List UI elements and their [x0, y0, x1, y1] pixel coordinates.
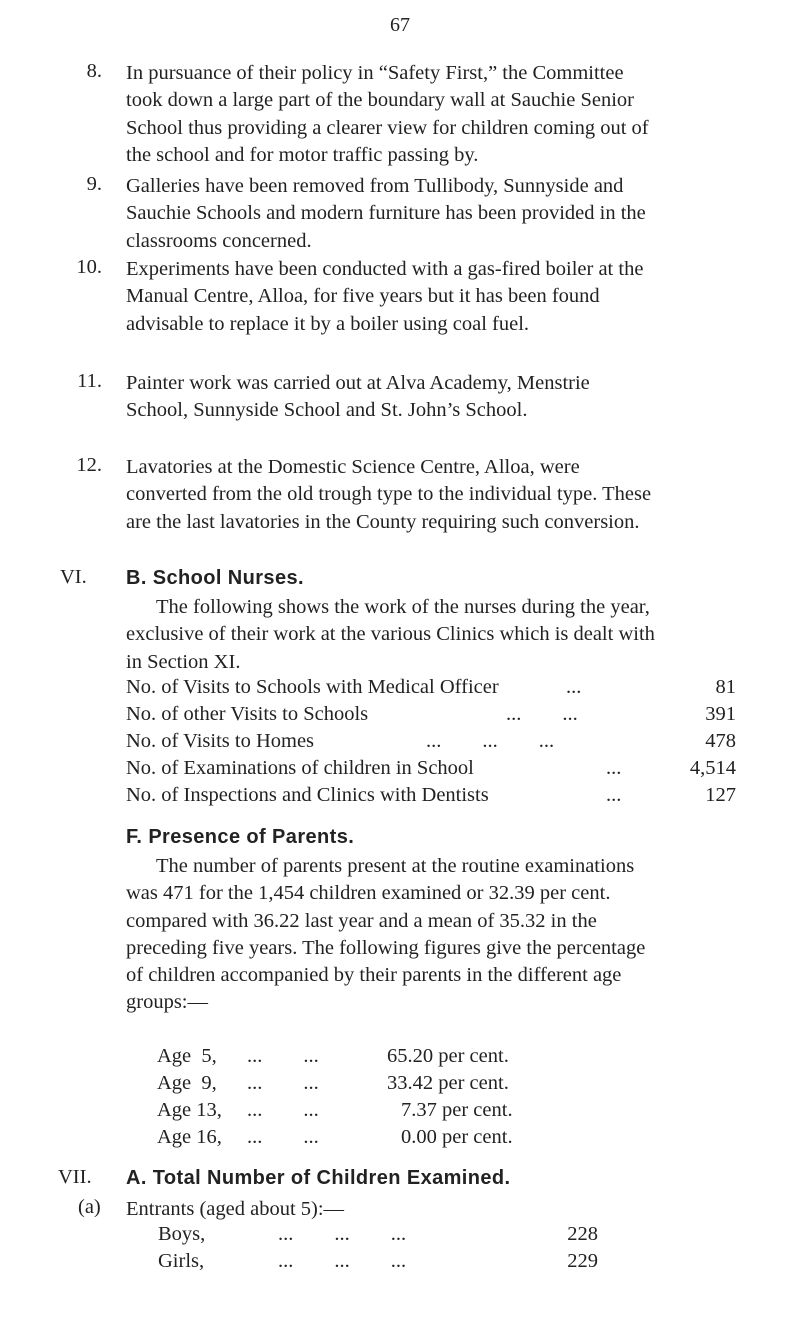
item-number: 9. [86, 173, 102, 195]
stat-value: 391 [705, 703, 736, 725]
stat-value: 81 [715, 676, 736, 698]
stat-value: 478 [705, 730, 736, 752]
leader-dots: ... ... [247, 1072, 319, 1094]
leader-dots: ... ... [247, 1126, 319, 1148]
stat-label: No. of Inspections and Clinics with Dentists [126, 784, 489, 806]
section-heading: F. Presence of Parents. [126, 826, 355, 848]
item-number: 10. [76, 256, 102, 278]
subsection-text: Entrants (aged about 5):— [126, 1198, 345, 1220]
age-value: 7.37 per cent. [401, 1099, 513, 1121]
item-text: In pursuance of their policy in “Safety First,” the Committee took down a large part of the boundary wall at Sauchie Senior School thus providing a clearer view for children coming out of the school and for motor traffic passing by. [126, 62, 649, 166]
age-label: Age 13, [157, 1099, 222, 1121]
age-value: 65.20 per cent. [387, 1045, 509, 1067]
count-label: Boys, [158, 1223, 206, 1245]
stat-value: 4,514 [689, 757, 736, 779]
leader-dots: ... ... [247, 1045, 319, 1067]
item-text: Painter work was carried out at Alva Academy, Menstrie School, Sunnyside School and St. John’s School. [126, 372, 590, 422]
item-number: 11. [77, 370, 102, 392]
leader-dots: ... [566, 676, 582, 698]
stat-label: No. of other Visits to Schools [126, 703, 369, 725]
subsection-label: (a) [78, 1196, 101, 1218]
section-roman-numeral: VI. [60, 566, 87, 588]
leader-dots: ... ... ... [426, 730, 555, 752]
age-label: Age 9, [157, 1072, 217, 1094]
count-value: 229 [567, 1250, 598, 1272]
age-value: 0.00 per cent. [401, 1126, 513, 1148]
leader-dots: ... ... ... [278, 1250, 407, 1272]
count-value: 228 [567, 1223, 598, 1245]
age-label: Age 5, [157, 1045, 217, 1067]
leader-dots: ... [606, 784, 622, 806]
page-number: 67 [390, 14, 410, 36]
section-heading: B. School Nurses. [126, 567, 304, 589]
section-heading: A. Total Number of Children Examined. [126, 1167, 511, 1189]
count-label: Girls, [158, 1250, 205, 1272]
stat-label: No. of Examinations of children in School [126, 757, 474, 779]
item-number: 12. [76, 454, 102, 476]
age-value: 33.42 per cent. [387, 1072, 509, 1094]
leader-dots: ... ... [247, 1099, 319, 1121]
leader-dots: ... [606, 757, 622, 779]
stat-label: No. of Visits to Schools with Medical Officer [126, 676, 499, 698]
stat-value: 127 [705, 784, 736, 806]
age-label: Age 16, [157, 1126, 222, 1148]
leader-dots: ... ... ... [278, 1223, 407, 1245]
item-text: Galleries have been removed from Tullibody, Sunnyside and Sauchie Schools and modern furniture has been provided in the classrooms concerned. [126, 175, 646, 252]
item-number: 8. [86, 60, 102, 82]
item-text: Lavatories at the Domestic Science Centre, Alloa, were converted from the old trough type to the individual type. These are the last lavatories in the County requiring such conversion. [126, 456, 652, 533]
section-intro: The following shows the work of the nurses during the year, exclusive of their work at the various Clinics which is dealt with in Section XI. [126, 596, 655, 673]
stat-label: No. of Visits to Homes [126, 730, 315, 752]
leader-dots: ... ... [506, 703, 578, 725]
item-text: Experiments have been conducted with a gas-fired boiler at the Manual Centre, Alloa, for five years but it has been found advisable to replace it by a boiler using coal fuel. [126, 258, 644, 335]
section-text: The number of parents present at the routine examinations was 471 for the 1,454 children examined or 32.39 per cent. compared with 36.22 last year and a mean of 35.32 in the preceding five years. The following figures give the percentage of children accompanied by their parents in the different age groups:— [126, 855, 646, 1014]
section-roman-numeral: VII. [58, 1166, 92, 1188]
